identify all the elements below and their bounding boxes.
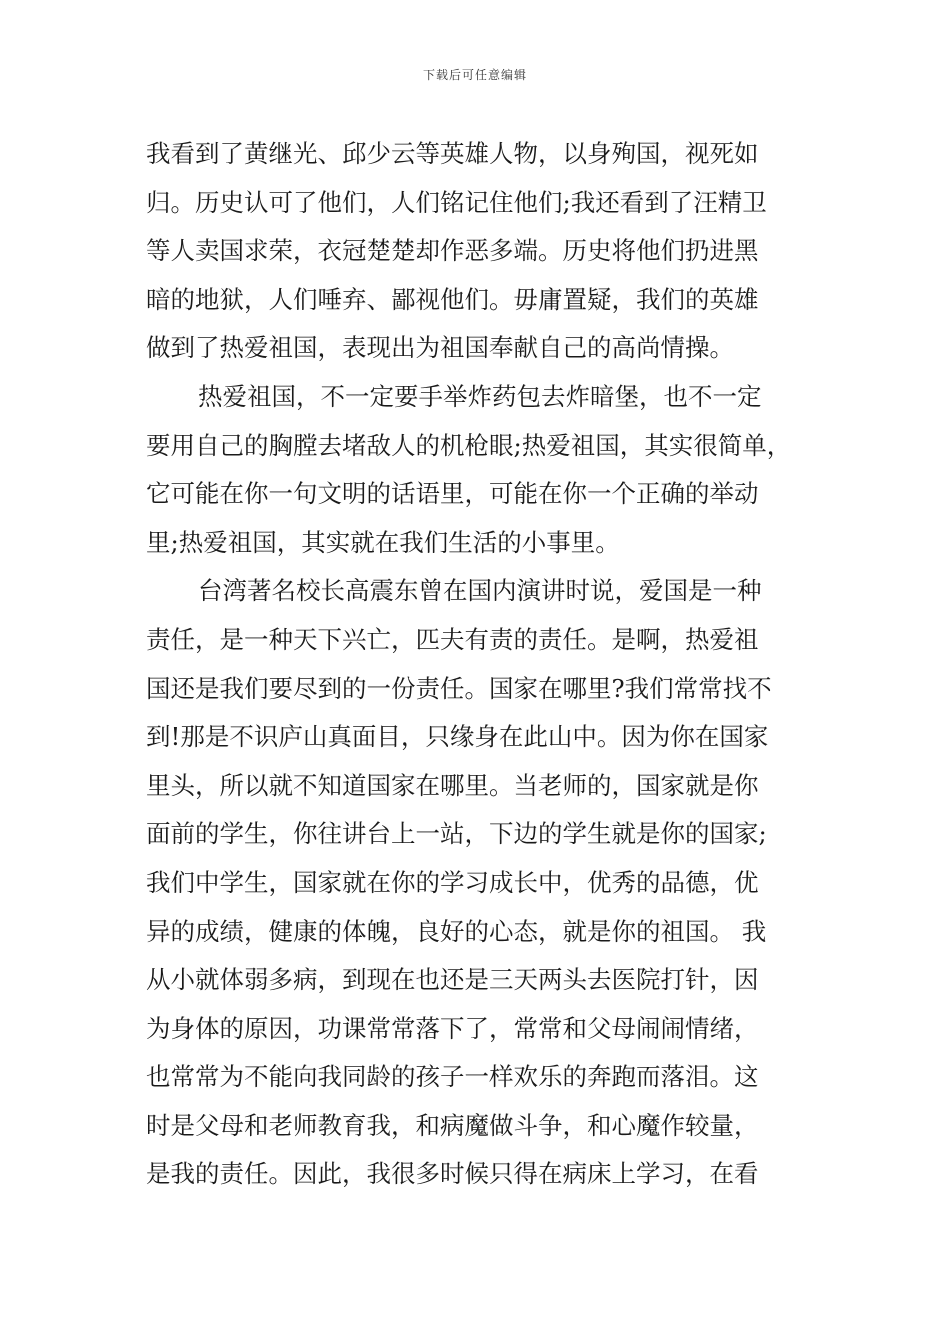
text-line: 时是父母和老师教育我，和病魔做斗争，和心魔作较量， bbox=[146, 1110, 759, 1140]
text-line: 里头，所以就不知道国家在哪里。当老师的，国家就是你 bbox=[146, 770, 759, 800]
text-line: 等人卖国求荣，衣冠楚楚却作恶多端。历史将他们扔进黑 bbox=[146, 236, 759, 266]
text-line: 做到了热爱祖国，表现出为祖国奉献自己的高尚情操。 bbox=[146, 333, 734, 363]
paragraph-start-line: 热爱祖国，不一定要手举炸药包去炸暗堡，也不一定 bbox=[198, 381, 762, 411]
text-line: 暗的地狱，人们唾弃、鄙视他们。毋庸置疑，我们的英雄 bbox=[146, 284, 759, 314]
text-line: 里;热爱祖国，其实就在我们生活的小事里。 bbox=[146, 527, 620, 557]
text-line: 我们中学生，国家就在你的学习成长中，优秀的品德，优 bbox=[146, 867, 759, 897]
text-line: 它可能在你一句文明的话语里，可能在你一个正确的举动 bbox=[146, 479, 759, 509]
text-line: 归。历史认可了他们，人们铭记住他们;我还看到了汪精卫 bbox=[146, 187, 767, 217]
body-text bbox=[146, 130, 826, 1199]
text-line: 责任，是一种天下兴亡，匹夫有责的责任。是啊，热爱祖 bbox=[146, 624, 759, 654]
text-line: 面前的学生，你往讲台上一站，下边的学生就是你的国家; bbox=[146, 819, 767, 849]
text-line: 国还是我们要尽到的一份责任。国家在哪里?我们常常找不 bbox=[146, 673, 772, 703]
page-header: 下载后可任意编辑 bbox=[422, 68, 527, 82]
text-line: 要用自己的胸膛去堵敌人的机枪眼;热爱祖国，其实很简单， bbox=[146, 430, 792, 460]
text-line: 到!那是不识庐山真面目，只缘身在此山中。因为你在国家 bbox=[146, 722, 769, 752]
text-line: 我看到了黄继光、邱少云等英雄人物，以身殉国，视死如 bbox=[146, 139, 759, 168]
text-line: 是我的责任。因此，我很多时候只得在病床上学习，在看 bbox=[146, 1159, 759, 1189]
text-line: 也常常为不能向我同龄的孩子一样欢乐的奔跑而落泪。这 bbox=[146, 1062, 759, 1092]
text-line: 异的成绩，健康的体魄，良好的心态，就是你的祖国。 我 bbox=[146, 916, 767, 946]
text-line: 从小就体弱多病，到现在也还是三天两头去医院打针，因 bbox=[146, 965, 759, 995]
text-line: 为身体的原因，功课常常落下了，常常和父母闹闹情绪， bbox=[146, 1013, 759, 1043]
paragraph-start-line: 台湾著名校长高震东曾在国内演讲时说，爱国是一种 bbox=[198, 576, 762, 606]
